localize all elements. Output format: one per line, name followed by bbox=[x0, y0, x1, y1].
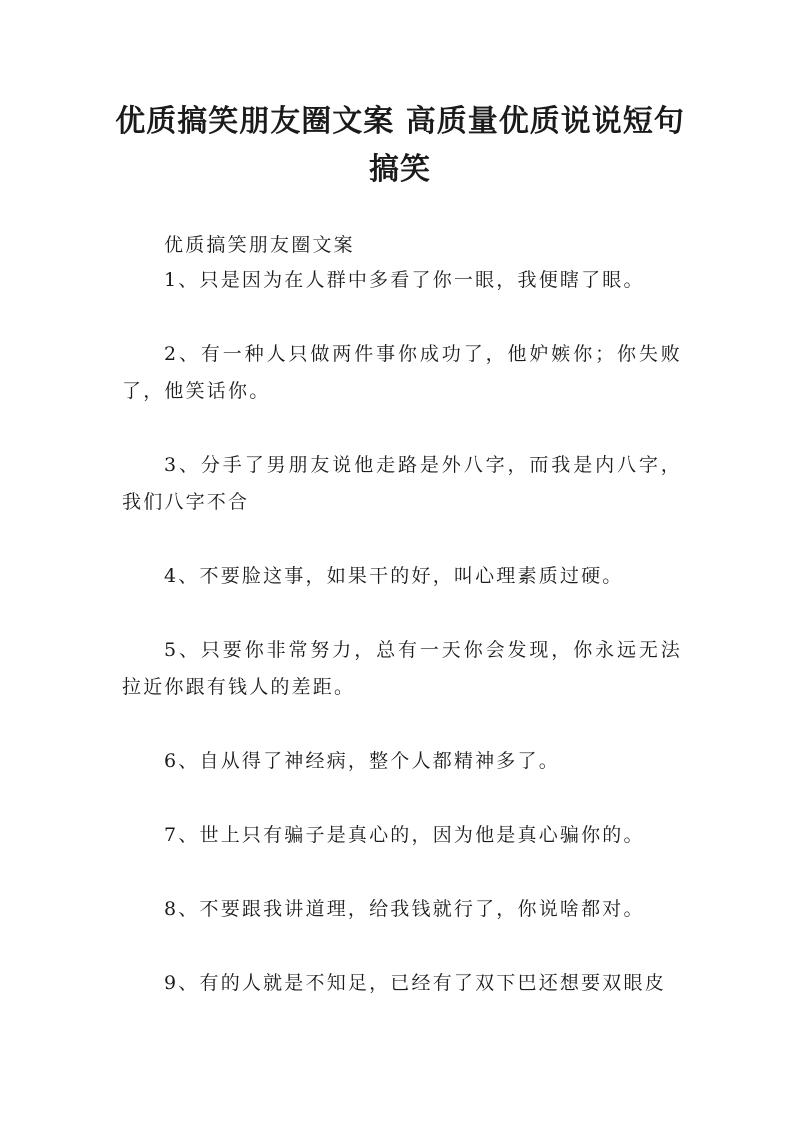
section-heading: 优质搞笑朋友圈文案 bbox=[164, 234, 355, 256]
entry-7: 7、世上只有骗子是真心的，因为他是真心骗你的。 bbox=[164, 824, 645, 846]
entry-3: 3、分手了男朋友说他走路是外八字，而我是内八字，我们八字不合 bbox=[122, 454, 682, 513]
entry-4: 4、不要脸这事，如果干的好，叫心理素质过硬。 bbox=[164, 565, 624, 587]
document-title: 优质搞笑朋友圈文案 高质量优质说说短句搞笑 bbox=[115, 104, 685, 187]
entry-9: 9、有的人就是不知足，已经有了双下巴还想要双眼皮 bbox=[164, 972, 666, 994]
entry-2: 2、有一种人只做两件事你成功了，他妒嫉你；你失败了，他笑话你。 bbox=[122, 343, 682, 402]
entry-8: 8、不要跟我讲道理，给我钱就行了，你说啥都对。 bbox=[164, 898, 645, 920]
entry-6: 6、自从得了神经病，整个人都精神多了。 bbox=[164, 750, 560, 772]
entry-1: 1、只是因为在人群中多看了你一眼，我便瞎了眼。 bbox=[164, 269, 645, 291]
document-body bbox=[122, 228, 682, 1039]
entry-5: 5、只要你非常努力，总有一天你会发现，你永远无法拉近你跟有钱人的差距。 bbox=[122, 639, 682, 698]
